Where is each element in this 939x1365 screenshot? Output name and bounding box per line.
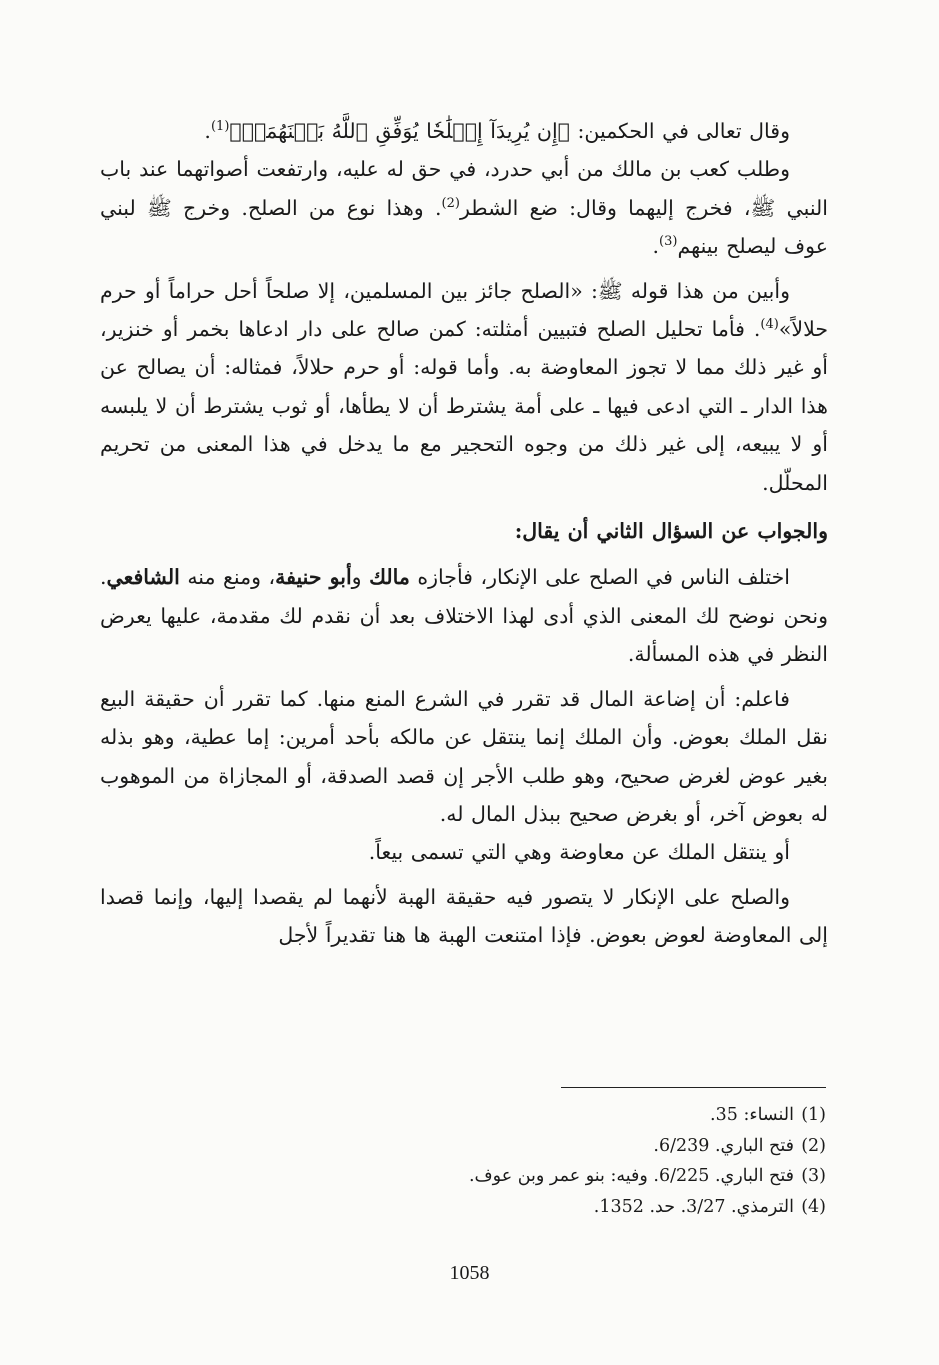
footnote-ref: (3) (659, 234, 678, 250)
paragraph (100, 558, 828, 673)
text-segment: اختلف الناس في الصلح على الإنكار، فأجازه (409, 565, 790, 590)
footnote (300, 1100, 826, 1131)
footnote-text: فتح الباري. 6/225. وفيه: بنو عمر وبن عوف. (468, 1166, 794, 1186)
text-segment: فاعلم: أن إضاعة المال قد تقرر في الشرع المنع منها. كما تقرر أن حقيقة البيع نقل الملك بعوض. وأن الملك إنما ينتقل عن مالكه بأحد أمرين: إما عطية، وهو بذله بغير عوض لغرض صحيح، وهو طلب الأجر إن قصد الصدقة، أو المجازاة من الموهوب له بعوض آخر، أو بغرض صحيح ببذل المال له. (100, 686, 828, 826)
paragraph (100, 150, 828, 265)
footnote-text: الترمذي. 3/27. حد. 1352. (593, 1196, 794, 1217)
page-number: 1058 (449, 1262, 490, 1284)
paragraph (100, 833, 828, 871)
text-segment: وأبين من هذا قوله ﷺ: «الصلح جائز بين المسلمين، إلا صلحاً أحل حراماً أو حرم حلالاً» (100, 278, 828, 342)
text-segment: . ونحن نوضح لك المعنى الذي أدى لهذا الاختلاف بعد أن نقدم لك مقدمة، عليها يعرض النظر في هذه المسألة. (100, 565, 828, 667)
text-segment: أو ينتقل الملك عن معاوضة وهي التي تسمى بيعاً. (368, 840, 790, 865)
paragraph (100, 680, 828, 834)
text-segment: . (204, 119, 211, 143)
footnote (300, 1192, 826, 1223)
text-segment: وطلب كعب بن مالك من أبي حدرد، في حق له عليه، وارتفعت أصواتهما عند باب النبي ﷺ، فخرج إليهما وقال: ضع الشطر (100, 157, 828, 220)
footnote-number: (4) (801, 1196, 826, 1217)
text-segment: . (652, 234, 660, 259)
text-segment: و (351, 565, 370, 590)
text-segment: والصلح على الإنكار لا يتصور فيه حقيقة الهبة لأنهما لم يقصدا إليها، وإنما قصدا إلى المعاوضة لعوض بعوض. فإذا امتنعت الهبة ها هنا تقديراً لأجل (100, 884, 828, 948)
text-segment: أن يقال: (514, 519, 597, 544)
paragraph (100, 112, 828, 150)
footnote-number: (1) (801, 1105, 826, 1125)
bold-text: الشافعي (106, 565, 180, 590)
footnote-number: (2) (801, 1135, 826, 1156)
text-segment: وقال تعالى في الحكمين: ﴿إِن يُرِيدَآ إِصۡلَٰحٗا يُوَفِّقِ ٱللَّهُ بَيۡنَهُمَآۗ﴾ (229, 119, 790, 143)
text-segment: . فأما تحليل الصلح فتبيين أمثلته: كمن صالح على دار ادعاها بخمر أو خنزير، أو غير ذلك مما لا تجوز المعاوضة به. وأما قوله: أو حرم حلالاً، فمثاله: أن يصالح عن هذا الدار ـ التي ادعى فيها ـ على أمة يشترط أن لا يطأها، أو ثوب يشترط أن لا يلبسه أو لا يبيعه، إلى غير ذلك من وجوه التحجير مع ما يدخل في هذا المعنى من تحريم المحلّل. (100, 317, 828, 495)
footnotes (300, 1100, 826, 1222)
footnote-ref: (4) (760, 317, 779, 333)
section-heading (100, 512, 828, 550)
paragraph (100, 878, 828, 955)
footnote-ref: (2) (441, 195, 460, 211)
footnote (300, 1161, 826, 1192)
footnote-text: النساء: 35. (710, 1105, 794, 1125)
bold-text: مالك (369, 565, 410, 590)
footnote-ref: (1) (210, 119, 230, 135)
footnote-text: فتح الباري. 6/239. (653, 1135, 794, 1156)
bold-text: أبو حنيفة (275, 565, 352, 590)
bold-text: والجواب عن السؤال الثاني (596, 519, 828, 544)
footnote-number: (3) (801, 1166, 826, 1186)
footnote-separator (561, 1087, 826, 1088)
text-segment: ، ومنع منه (179, 565, 276, 590)
main-text (100, 112, 828, 955)
text-segment: . وهذا نوع من الصلح. وخرج ﷺ لبني عوف ليصلح بينهم (100, 195, 828, 259)
paragraph (100, 272, 828, 502)
footnote (300, 1131, 826, 1162)
